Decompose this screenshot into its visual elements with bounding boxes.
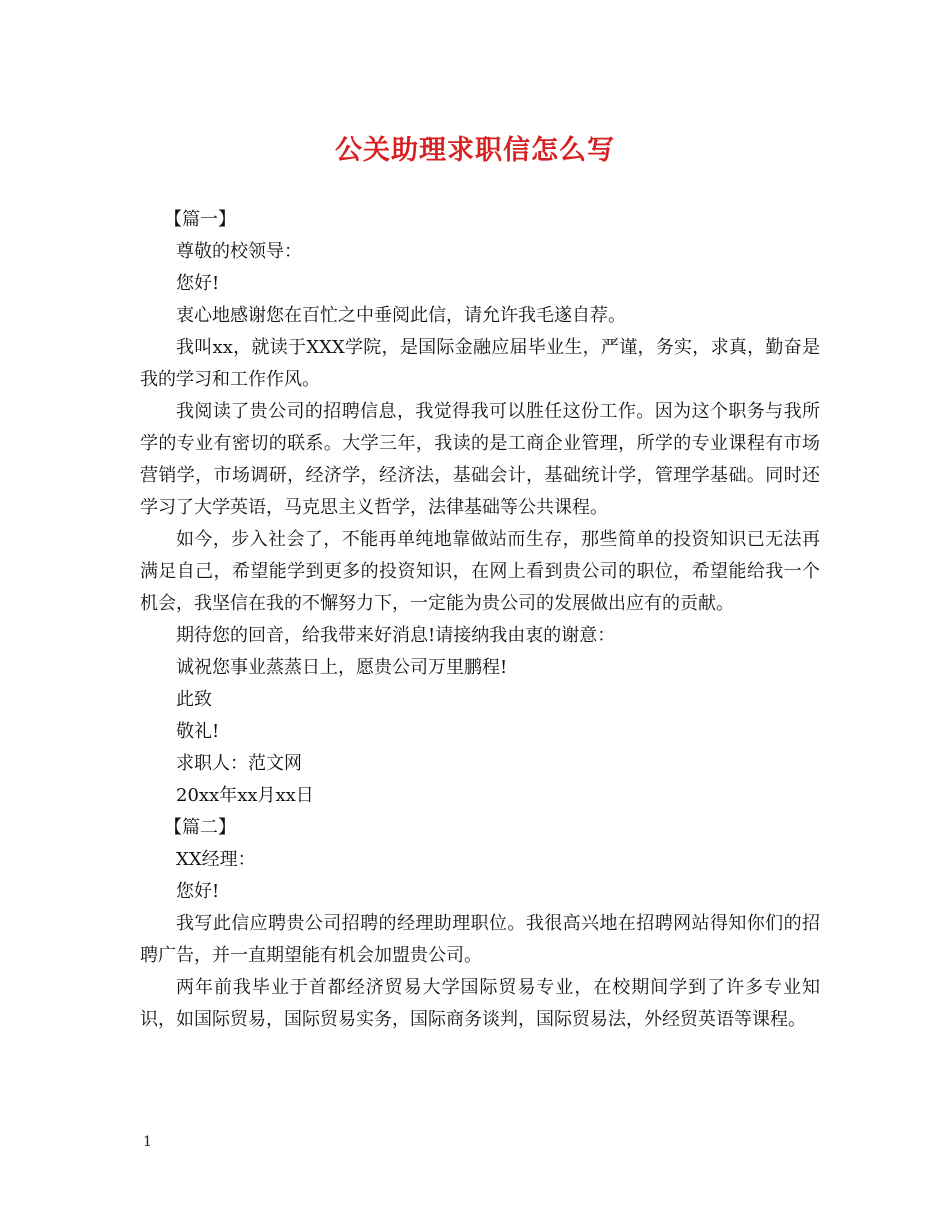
greeting: 您好! xyxy=(176,273,220,294)
document-title: 公关助理求职信怎么写 xyxy=(335,135,615,166)
paragraph: 两年前我毕业于首都经济贸易大学国际贸易专业，在校期间学到了许多专业知识，如国际贸易，国际贸易实务，国际商务谈判，国际贸易法，外经贸英语等课程。 xyxy=(140,977,820,1030)
closing: 此致 xyxy=(176,689,212,710)
paragraph: 我阅读了贵公司的招聘信息，我觉得我可以胜任这份工作。因为这个职务与我所学的专业有密切的联系。大学三年，我读的是工商企业管理，所学的专业课程有市场营销学，市场调研，经济学，经济法，基础会计，基础统计学，管理学基础。同时还学习了大学英语，马克思主义哲学，法律基础等公共课程。 xyxy=(140,401,820,518)
closing: 敬礼! xyxy=(176,721,220,742)
paragraph: 诚祝您事业蒸蒸日上，愿贵公司万里鹏程! xyxy=(176,657,508,678)
paragraph: 我叫xx，就读于XXX学院，是国际金融应届毕业生，严谨，务实，求真，勤奋是我的学习和工作作风。 xyxy=(140,337,820,390)
page-number: 1 xyxy=(143,1134,152,1150)
paragraph: 我写此信应聘贵公司招聘的经理助理职位。我很高兴地在招聘网站得知你们的招聘广告，并一直期望能有机会加盟贵公司。 xyxy=(140,913,820,966)
paragraph: 期待您的回音，给我带来好消息!请接纳我由衷的谢意： xyxy=(176,625,616,646)
greeting: 您好! xyxy=(176,881,220,902)
date: 20xx年xx月xx日 xyxy=(176,785,314,806)
document-body xyxy=(140,204,820,1036)
paragraph: 衷心地感谢您在百忙之中垂阅此信，请允许我毛遂自荐。 xyxy=(176,305,626,326)
salutation: 尊敬的校领导： xyxy=(176,241,302,262)
signature: 求职人：范文网 xyxy=(176,753,302,774)
section-heading: 【篇二】 xyxy=(164,817,236,838)
salutation: XX经理： xyxy=(176,849,256,870)
paragraph: 如今，步入社会了，不能再单纯地靠做站而生存，那些简单的投资知识已无法再满足自己，希望能学到更多的投资知识，在网上看到贵公司的职位，希望能给我一个机会，我坚信在我的不懈努力下，一定能为贵公司的发展做出应有的贡献。 xyxy=(140,529,820,614)
section-heading: 【篇一】 xyxy=(164,209,236,230)
